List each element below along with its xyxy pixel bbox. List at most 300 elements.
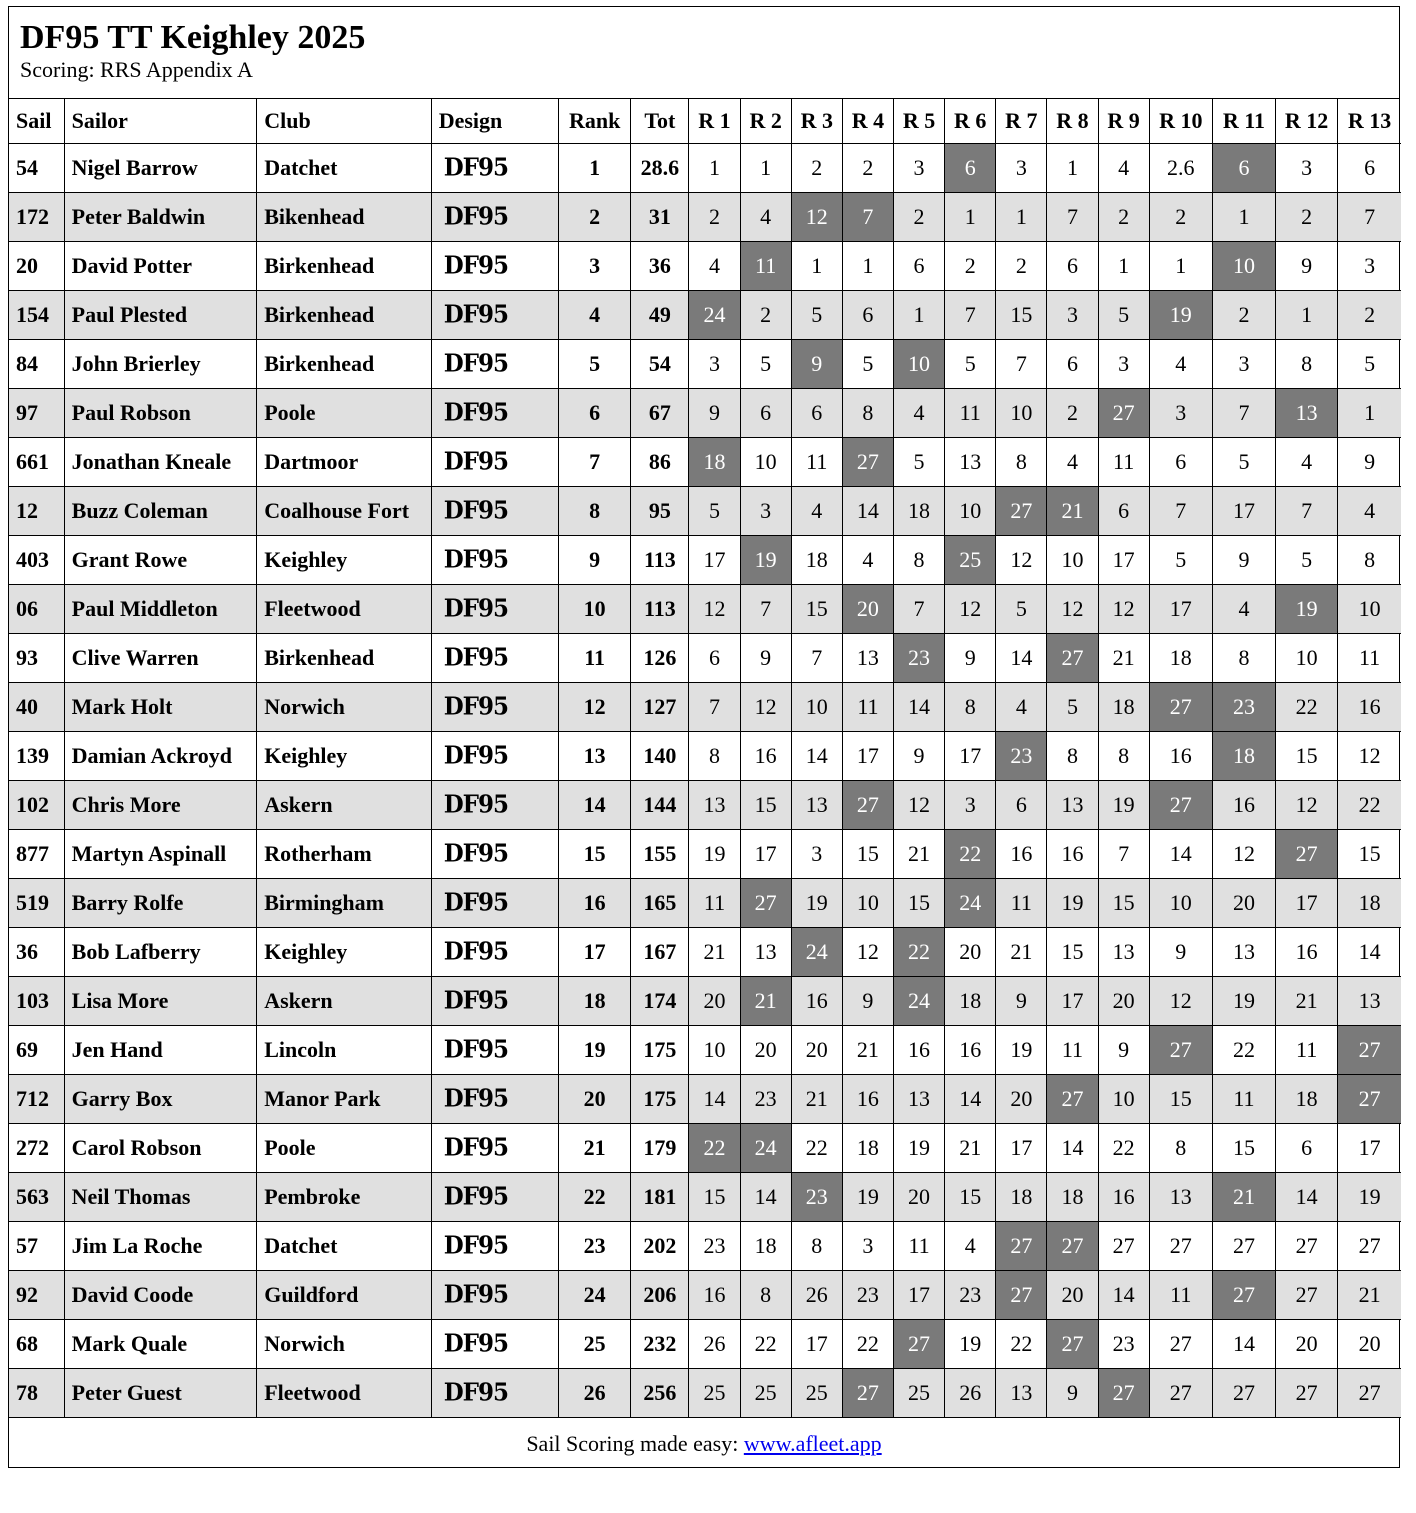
race-score: 1 <box>689 143 740 192</box>
total-points: 179 <box>631 1123 689 1172</box>
race-score: 27 <box>1047 1221 1098 1270</box>
design-logo: DF95 <box>443 1035 508 1064</box>
design-cell <box>431 780 558 829</box>
race-score: 27 <box>1149 1221 1212 1270</box>
race-score: 27 <box>842 780 893 829</box>
race-score: 23 <box>996 731 1047 780</box>
sail-number: 563 <box>9 1172 64 1221</box>
race-score: 4 <box>842 535 893 584</box>
total-points: 36 <box>631 241 689 290</box>
race-score: 5 <box>1276 535 1338 584</box>
results-body <box>9 143 1401 1417</box>
race-score: 1 <box>893 290 944 339</box>
race-score: 3 <box>1149 388 1212 437</box>
race-score: 1 <box>1098 241 1149 290</box>
table-row <box>9 1123 1401 1172</box>
race-score: 6 <box>689 633 740 682</box>
total-points: 28.6 <box>631 143 689 192</box>
race-score: 21 <box>1047 486 1098 535</box>
race-score: 8 <box>1047 731 1098 780</box>
total-points: 165 <box>631 878 689 927</box>
race-score: 17 <box>1149 584 1212 633</box>
sail-number: 69 <box>9 1025 64 1074</box>
race-score: 7 <box>893 584 944 633</box>
race-score: 27 <box>1212 1270 1275 1319</box>
race-score: 18 <box>1149 633 1212 682</box>
design-logo: DF95 <box>443 1133 508 1162</box>
race-score: 8 <box>1098 731 1149 780</box>
column-header: R 10 <box>1149 99 1212 143</box>
race-score: 9 <box>996 976 1047 1025</box>
table-row <box>9 535 1401 584</box>
table-row <box>9 1319 1401 1368</box>
race-score: 6 <box>791 388 842 437</box>
race-score: 27 <box>893 1319 944 1368</box>
race-score: 19 <box>1047 878 1098 927</box>
race-score: 24 <box>689 290 740 339</box>
total-points: 113 <box>631 535 689 584</box>
race-score: 7 <box>1098 829 1149 878</box>
race-score: 7 <box>791 633 842 682</box>
race-score: 7 <box>945 290 996 339</box>
race-score: 22 <box>1212 1025 1275 1074</box>
race-score: 27 <box>1338 1025 1401 1074</box>
race-score: 10 <box>1212 241 1275 290</box>
race-score: 5 <box>1047 682 1098 731</box>
race-score: 27 <box>996 1221 1047 1270</box>
sail-number: 139 <box>9 731 64 780</box>
race-score: 17 <box>689 535 740 584</box>
club-name: Dartmoor <box>257 437 432 486</box>
race-score: 4 <box>689 241 740 290</box>
total-points: 175 <box>631 1074 689 1123</box>
table-row <box>9 241 1401 290</box>
race-score: 11 <box>1276 1025 1338 1074</box>
race-score: 8 <box>842 388 893 437</box>
race-score: 9 <box>842 976 893 1025</box>
race-score: 12 <box>1149 976 1212 1025</box>
race-score: 6 <box>1338 143 1401 192</box>
race-score: 6 <box>893 241 944 290</box>
rank: 4 <box>559 290 631 339</box>
race-score: 16 <box>791 976 842 1025</box>
race-score: 3 <box>689 339 740 388</box>
race-score: 25 <box>740 1368 791 1417</box>
design-logo: DF95 <box>443 741 508 770</box>
sail-number: 84 <box>9 339 64 388</box>
sail-number: 403 <box>9 535 64 584</box>
club-name: Keighley <box>257 731 432 780</box>
design-logo: DF95 <box>443 447 508 476</box>
race-score: 8 <box>740 1270 791 1319</box>
race-score: 6 <box>996 780 1047 829</box>
race-score: 2 <box>1149 192 1212 241</box>
race-score: 2 <box>740 290 791 339</box>
race-score: 27 <box>1338 1074 1401 1123</box>
race-score: 12 <box>996 535 1047 584</box>
sailor-name: David Coode <box>64 1270 257 1319</box>
sailor-name: Carol Robson <box>64 1123 257 1172</box>
race-score: 5 <box>740 339 791 388</box>
sail-number: 06 <box>9 584 64 633</box>
race-score: 9 <box>945 633 996 682</box>
race-score: 27 <box>1276 1368 1338 1417</box>
race-score: 20 <box>1047 1270 1098 1319</box>
race-score: 15 <box>1338 829 1401 878</box>
race-score: 17 <box>996 1123 1047 1172</box>
race-score: 15 <box>689 1172 740 1221</box>
club-name: Rotherham <box>257 829 432 878</box>
race-score: 14 <box>1212 1319 1275 1368</box>
design-cell <box>431 878 558 927</box>
race-score: 1 <box>740 143 791 192</box>
club-name: Pembroke <box>257 1172 432 1221</box>
race-score: 20 <box>1276 1319 1338 1368</box>
race-score: 8 <box>1338 535 1401 584</box>
sailor-name: Grant Rowe <box>64 535 257 584</box>
race-score: 14 <box>1047 1123 1098 1172</box>
race-score: 8 <box>1212 633 1275 682</box>
table-row <box>9 437 1401 486</box>
race-score: 7 <box>996 339 1047 388</box>
race-score: 12 <box>740 682 791 731</box>
race-score: 14 <box>996 633 1047 682</box>
race-score: 4 <box>1276 437 1338 486</box>
design-cell <box>431 731 558 780</box>
column-header: Sail <box>9 99 64 143</box>
column-header: R 7 <box>996 99 1047 143</box>
column-header: R 13 <box>1338 99 1401 143</box>
table-row <box>9 388 1401 437</box>
event-title: DF95 TT Keighley 2025 <box>20 19 366 56</box>
design-logo: DF95 <box>443 1182 508 1211</box>
race-score: 5 <box>1149 535 1212 584</box>
race-score: 4 <box>945 1221 996 1270</box>
race-score: 20 <box>1338 1319 1401 1368</box>
race-score: 18 <box>791 535 842 584</box>
race-score: 15 <box>996 290 1047 339</box>
sail-number: 93 <box>9 633 64 682</box>
rank: 14 <box>559 780 631 829</box>
race-score: 15 <box>1098 878 1149 927</box>
table-row <box>9 633 1401 682</box>
sail-number: 78 <box>9 1368 64 1417</box>
club-name: Lincoln <box>257 1025 432 1074</box>
column-header: R 9 <box>1098 99 1149 143</box>
club-name: Poole <box>257 388 432 437</box>
race-score: 8 <box>1276 339 1338 388</box>
total-points: 54 <box>631 339 689 388</box>
race-score: 20 <box>689 976 740 1025</box>
sail-number: 154 <box>9 290 64 339</box>
race-score: 22 <box>945 829 996 878</box>
race-score: 10 <box>1338 584 1401 633</box>
total-points: 67 <box>631 388 689 437</box>
race-score: 27 <box>842 1368 893 1417</box>
sail-number: 272 <box>9 1123 64 1172</box>
column-header: R 11 <box>1212 99 1275 143</box>
race-score: 2 <box>1276 192 1338 241</box>
race-score: 26 <box>945 1368 996 1417</box>
race-score: 27 <box>1047 1319 1098 1368</box>
race-score: 14 <box>1338 927 1401 976</box>
race-score: 24 <box>893 976 944 1025</box>
race-score: 27 <box>1098 1368 1149 1417</box>
sail-number: 12 <box>9 486 64 535</box>
sailor-name: Jen Hand <box>64 1025 257 1074</box>
race-score: 21 <box>945 1123 996 1172</box>
race-score: 27 <box>842 437 893 486</box>
race-score: 3 <box>1098 339 1149 388</box>
design-logo: DF95 <box>443 1084 508 1113</box>
race-score: 23 <box>893 633 944 682</box>
race-score: 17 <box>740 829 791 878</box>
race-score: 19 <box>893 1123 944 1172</box>
race-score: 11 <box>1047 1025 1098 1074</box>
race-score: 22 <box>996 1319 1047 1368</box>
race-score: 6 <box>945 143 996 192</box>
race-score: 16 <box>945 1025 996 1074</box>
rank: 18 <box>559 976 631 1025</box>
race-score: 14 <box>893 682 944 731</box>
race-score: 7 <box>1047 192 1098 241</box>
race-score: 5 <box>1098 290 1149 339</box>
race-score: 9 <box>1276 241 1338 290</box>
sailor-name: Mark Holt <box>64 682 257 731</box>
column-header: R 2 <box>740 99 791 143</box>
sailor-name: Paul Middleton <box>64 584 257 633</box>
design-logo: DF95 <box>443 937 508 966</box>
race-score: 14 <box>1098 1270 1149 1319</box>
race-score: 22 <box>689 1123 740 1172</box>
race-score: 20 <box>996 1074 1047 1123</box>
sail-number: 519 <box>9 878 64 927</box>
table-row <box>9 927 1401 976</box>
club-name: Keighley <box>257 535 432 584</box>
race-score: 15 <box>842 829 893 878</box>
sailor-name: Bob Lafberry <box>64 927 257 976</box>
total-points: 202 <box>631 1221 689 1270</box>
race-score: 12 <box>1047 584 1098 633</box>
sail-number: 877 <box>9 829 64 878</box>
club-name: Datchet <box>257 143 432 192</box>
race-score: 17 <box>893 1270 944 1319</box>
design-logo: DF95 <box>443 643 508 672</box>
rank: 17 <box>559 927 631 976</box>
race-score: 10 <box>791 682 842 731</box>
race-score: 25 <box>945 535 996 584</box>
race-score: 14 <box>791 731 842 780</box>
club-name: Fleetwood <box>257 1368 432 1417</box>
footer-text: Sail Scoring made easy: <box>526 1430 744 1456</box>
design-logo: DF95 <box>443 790 508 819</box>
total-points: 155 <box>631 829 689 878</box>
total-points: 144 <box>631 780 689 829</box>
race-score: 10 <box>996 388 1047 437</box>
race-score: 20 <box>740 1025 791 1074</box>
design-cell <box>431 1221 558 1270</box>
race-score: 23 <box>740 1074 791 1123</box>
design-logo: DF95 <box>443 888 508 917</box>
race-score: 2 <box>1047 388 1098 437</box>
race-score: 27 <box>1149 1319 1212 1368</box>
sailor-name: Paul Robson <box>64 388 257 437</box>
race-score: 9 <box>1212 535 1275 584</box>
race-score: 2 <box>1098 192 1149 241</box>
race-score: 8 <box>996 437 1047 486</box>
race-score: 27 <box>1149 780 1212 829</box>
race-score: 23 <box>689 1221 740 1270</box>
table-row <box>9 829 1401 878</box>
rank: 26 <box>559 1368 631 1417</box>
race-score: 15 <box>791 584 842 633</box>
race-score: 6 <box>1149 437 1212 486</box>
sailor-name: David Potter <box>64 241 257 290</box>
design-cell <box>431 1074 558 1123</box>
club-name: Coalhouse Fort <box>257 486 432 535</box>
club-name: Birkenhead <box>257 290 432 339</box>
race-score: 3 <box>945 780 996 829</box>
race-score: 1 <box>842 241 893 290</box>
race-score: 20 <box>842 584 893 633</box>
design-cell <box>431 486 558 535</box>
race-score: 19 <box>689 829 740 878</box>
design-logo: DF95 <box>443 1231 508 1260</box>
race-score: 3 <box>842 1221 893 1270</box>
race-score: 20 <box>1212 878 1275 927</box>
sail-number: 102 <box>9 780 64 829</box>
race-score: 19 <box>1338 1172 1401 1221</box>
total-points: 86 <box>631 437 689 486</box>
race-score: 7 <box>1212 388 1275 437</box>
race-score: 7 <box>1149 486 1212 535</box>
design-logo: DF95 <box>443 1378 508 1407</box>
race-score: 8 <box>689 731 740 780</box>
race-score: 13 <box>945 437 996 486</box>
race-score: 27 <box>1098 388 1149 437</box>
race-score: 6 <box>740 388 791 437</box>
race-score: 1 <box>1047 143 1098 192</box>
race-score: 4 <box>1047 437 1098 486</box>
total-points: 127 <box>631 682 689 731</box>
race-score: 6 <box>1276 1123 1338 1172</box>
race-score: 13 <box>1098 927 1149 976</box>
race-score: 21 <box>842 1025 893 1074</box>
race-score: 8 <box>791 1221 842 1270</box>
total-points: 31 <box>631 192 689 241</box>
race-score: 11 <box>893 1221 944 1270</box>
race-score: 13 <box>689 780 740 829</box>
race-score: 27 <box>996 486 1047 535</box>
race-score: 10 <box>1149 878 1212 927</box>
race-score: 21 <box>1276 976 1338 1025</box>
sailor-name: Jim La Roche <box>64 1221 257 1270</box>
race-score: 6 <box>1098 486 1149 535</box>
race-score: 27 <box>1212 1368 1275 1417</box>
race-score: 10 <box>1047 535 1098 584</box>
table-row <box>9 1172 1401 1221</box>
event-header <box>9 7 1399 99</box>
race-score: 4 <box>996 682 1047 731</box>
sailor-name: John Brierley <box>64 339 257 388</box>
sail-number: 57 <box>9 1221 64 1270</box>
race-score: 13 <box>842 633 893 682</box>
total-points: 175 <box>631 1025 689 1074</box>
column-header: R 4 <box>842 99 893 143</box>
rank: 6 <box>559 388 631 437</box>
race-score: 7 <box>1276 486 1338 535</box>
club-name: Askern <box>257 780 432 829</box>
sailor-name: Mark Quale <box>64 1319 257 1368</box>
rank: 7 <box>559 437 631 486</box>
race-score: 3 <box>996 143 1047 192</box>
race-score: 13 <box>1338 976 1401 1025</box>
total-points: 49 <box>631 290 689 339</box>
race-score: 11 <box>689 878 740 927</box>
race-score: 4 <box>1098 143 1149 192</box>
race-score: 11 <box>945 388 996 437</box>
race-score: 1 <box>1149 241 1212 290</box>
sailor-name: Peter Guest <box>64 1368 257 1417</box>
race-score: 16 <box>1149 731 1212 780</box>
sailor-name: Jonathan Kneale <box>64 437 257 486</box>
club-name: Poole <box>257 1123 432 1172</box>
design-cell <box>431 682 558 731</box>
race-score: 22 <box>1276 682 1338 731</box>
afleet-link[interactable]: www.afleet.app <box>743 1430 882 1456</box>
race-score: 1 <box>996 192 1047 241</box>
race-score: 25 <box>689 1368 740 1417</box>
design-cell <box>431 584 558 633</box>
race-score: 10 <box>945 486 996 535</box>
race-score: 19 <box>996 1025 1047 1074</box>
race-score: 12 <box>791 192 842 241</box>
race-score: 7 <box>842 192 893 241</box>
total-points: 256 <box>631 1368 689 1417</box>
table-row <box>9 1368 1401 1417</box>
rank: 20 <box>559 1074 631 1123</box>
race-score: 14 <box>689 1074 740 1123</box>
table-row <box>9 976 1401 1025</box>
race-score: 13 <box>996 1368 1047 1417</box>
sailor-name: Buzz Coleman <box>64 486 257 535</box>
race-score: 26 <box>791 1270 842 1319</box>
race-score: 2 <box>1338 290 1401 339</box>
club-name: Birkenhead <box>257 633 432 682</box>
race-score: 3 <box>893 143 944 192</box>
race-score: 9 <box>1338 437 1401 486</box>
race-score: 17 <box>1212 486 1275 535</box>
race-score: 2 <box>689 192 740 241</box>
race-score: 23 <box>945 1270 996 1319</box>
club-name: Bikenhead <box>257 192 432 241</box>
race-score: 22 <box>842 1319 893 1368</box>
race-score: 27 <box>1276 1270 1338 1319</box>
race-score: 9 <box>1149 927 1212 976</box>
race-score: 19 <box>1276 584 1338 633</box>
race-score: 5 <box>791 290 842 339</box>
race-score: 3 <box>1338 241 1401 290</box>
race-score: 1 <box>1276 290 1338 339</box>
race-score: 6 <box>1047 339 1098 388</box>
race-score: 8 <box>945 682 996 731</box>
club-name: Guildford <box>257 1270 432 1319</box>
race-score: 17 <box>1338 1123 1401 1172</box>
table-row <box>9 1074 1401 1123</box>
race-score: 12 <box>1212 829 1275 878</box>
sail-number: 40 <box>9 682 64 731</box>
race-score: 19 <box>791 878 842 927</box>
